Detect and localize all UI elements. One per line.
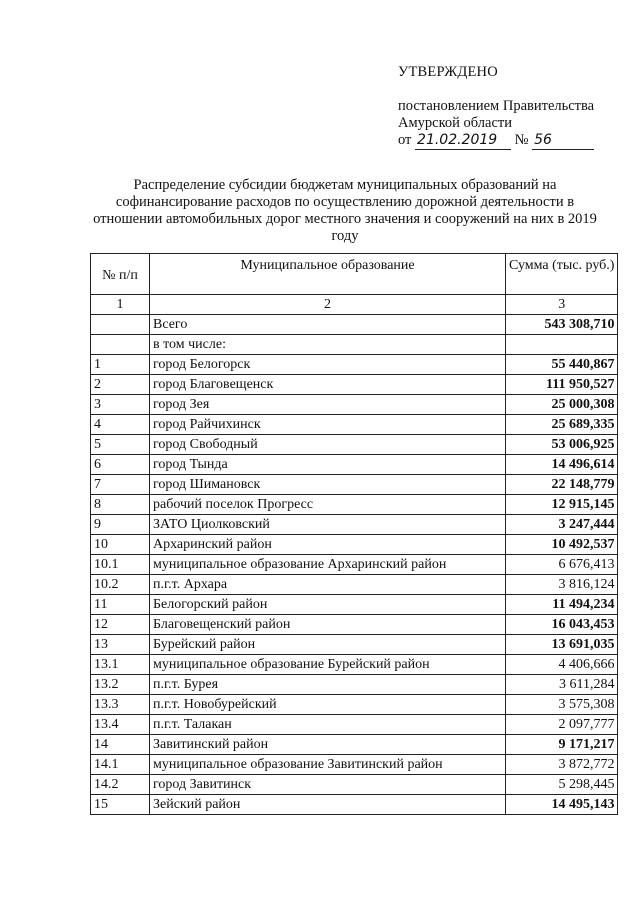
row-number: 10.2: [91, 575, 150, 595]
row-number: 13: [91, 635, 150, 655]
table-row: [91, 735, 618, 755]
distribution-table: [90, 253, 618, 815]
row-amount: 5 298,445: [506, 775, 618, 795]
row-municipality: город Шимановск: [150, 475, 506, 495]
row-number: 13.2: [91, 675, 150, 695]
table-row: [91, 455, 618, 475]
row-number: 14.2: [91, 775, 150, 795]
table-index-row: [91, 295, 618, 315]
header-municipality: Муниципальное образование: [150, 254, 506, 295]
row-number: [91, 335, 150, 355]
row-number: [91, 315, 150, 335]
row-amount: 3 575,308: [506, 695, 618, 715]
row-municipality: Завитинский район: [150, 735, 506, 755]
number-label: №: [514, 132, 529, 148]
index-cell: 1: [91, 295, 150, 315]
header-number: № п/п: [91, 254, 150, 295]
row-amount: 3 611,284: [506, 675, 618, 695]
table-row: [91, 615, 618, 635]
row-number: 13.4: [91, 715, 150, 735]
table-row: [91, 715, 618, 735]
row-municipality: в том числе:: [150, 335, 506, 355]
row-amount: 10 492,537: [506, 535, 618, 555]
row-municipality: город Белогорск: [150, 355, 506, 375]
row-municipality: Благовещенский район: [150, 615, 506, 635]
row-municipality: город Благовещенск: [150, 375, 506, 395]
row-amount: 14 495,143: [506, 795, 618, 815]
row-municipality: рабочий поселок Прогресс: [150, 495, 506, 515]
row-amount: 543 308,710: [506, 315, 618, 335]
row-number: 10: [91, 535, 150, 555]
row-municipality: город Зея: [150, 395, 506, 415]
row-amount: 111 950,527: [506, 375, 618, 395]
row-municipality: п.г.т. Бурея: [150, 675, 506, 695]
row-municipality: муниципальное образование Завитинский район: [150, 755, 506, 775]
row-municipality: Всего: [150, 315, 506, 335]
row-municipality: город Завитинск: [150, 775, 506, 795]
document-title: Распределение субсидии бюджетам муниципальных образований на софинансирование расходов по осуществлению дорожной деятельности в отношении автомобильных дорог местного значения и сооружений на них в 2019 году: [93, 177, 597, 244]
row-number: 5: [91, 435, 150, 455]
row-number: 2: [91, 375, 150, 395]
table-row: [91, 675, 618, 695]
row-municipality: п.г.т. Новобурейский: [150, 695, 506, 715]
table-row: [91, 635, 618, 655]
handwritten-date: 21.02.2019: [415, 132, 511, 150]
row-municipality: Бурейский район: [150, 635, 506, 655]
table-row: [91, 395, 618, 415]
table-row: [91, 755, 618, 775]
table-row: [91, 555, 618, 575]
row-amount: 6 676,413: [506, 555, 618, 575]
row-municipality: Зейский район: [150, 795, 506, 815]
table-header-row: [91, 254, 618, 295]
table-row: [91, 495, 618, 515]
approval-date-line: [398, 132, 618, 150]
table-row: [91, 595, 618, 615]
row-amount: 4 406,666: [506, 655, 618, 675]
approval-line-1: постановлением Правительства: [398, 98, 595, 114]
row-municipality: муниципальное образование Архаринский район: [150, 555, 506, 575]
approval-line-2: Амурской области: [398, 115, 512, 131]
row-number: 14.1: [91, 755, 150, 775]
row-municipality: ЗАТО Циолковский: [150, 515, 506, 535]
row-municipality: муниципальное образование Бурейский район: [150, 655, 506, 675]
row-amount: 53 006,925: [506, 435, 618, 455]
table-row: [91, 655, 618, 675]
row-number: 14: [91, 735, 150, 755]
row-amount: 25 000,308: [506, 395, 618, 415]
row-amount: 3 872,772: [506, 755, 618, 775]
row-municipality: город Райчихинск: [150, 415, 506, 435]
row-amount: 12 915,145: [506, 495, 618, 515]
table-row: [91, 475, 618, 495]
table-row: [91, 335, 618, 355]
row-municipality: Архаринский район: [150, 535, 506, 555]
table-row: [91, 795, 618, 815]
row-amount: 14 496,614: [506, 455, 618, 475]
row-amount: 3 247,444: [506, 515, 618, 535]
row-number: 8: [91, 495, 150, 515]
table-row: [91, 435, 618, 455]
date-label: от: [398, 132, 412, 148]
table-row: [91, 535, 618, 555]
row-amount: 9 171,217: [506, 735, 618, 755]
row-number: 10.1: [91, 555, 150, 575]
row-municipality: город Тында: [150, 455, 506, 475]
table-row: [91, 575, 618, 595]
row-amount: 11 494,234: [506, 595, 618, 615]
row-number: 6: [91, 455, 150, 475]
handwritten-number: 56: [532, 132, 594, 150]
approval-stamp: [398, 64, 618, 150]
row-number: 13.3: [91, 695, 150, 715]
row-municipality: Белогорский район: [150, 595, 506, 615]
row-amount: 3 816,124: [506, 575, 618, 595]
row-amount: 25 689,335: [506, 415, 618, 435]
row-number: 15: [91, 795, 150, 815]
row-amount: 13 691,035: [506, 635, 618, 655]
table-row: [91, 315, 618, 335]
row-amount: 55 440,867: [506, 355, 618, 375]
row-amount: 2 097,777: [506, 715, 618, 735]
row-number: 11: [91, 595, 150, 615]
row-amount: 16 043,453: [506, 615, 618, 635]
row-municipality: город Свободный: [150, 435, 506, 455]
row-number: 4: [91, 415, 150, 435]
table-row: [91, 415, 618, 435]
row-amount: 22 148,779: [506, 475, 618, 495]
index-cell: 2: [150, 295, 506, 315]
row-number: 3: [91, 395, 150, 415]
row-municipality: п.г.т. Талакан: [150, 715, 506, 735]
row-amount: [506, 335, 618, 355]
row-number: 1: [91, 355, 150, 375]
row-municipality: п.г.т. Архара: [150, 575, 506, 595]
table-row: [91, 375, 618, 395]
table-row: [91, 775, 618, 795]
table-row: [91, 355, 618, 375]
row-number: 13.1: [91, 655, 150, 675]
row-number: 9: [91, 515, 150, 535]
header-amount: Сумма (тыс. руб.): [506, 254, 618, 295]
row-number: 7: [91, 475, 150, 495]
approval-heading: УТВЕРЖДЕНО: [398, 64, 498, 80]
row-number: 12: [91, 615, 150, 635]
index-cell: 3: [506, 295, 618, 315]
table-row: [91, 515, 618, 535]
table-row: [91, 695, 618, 715]
